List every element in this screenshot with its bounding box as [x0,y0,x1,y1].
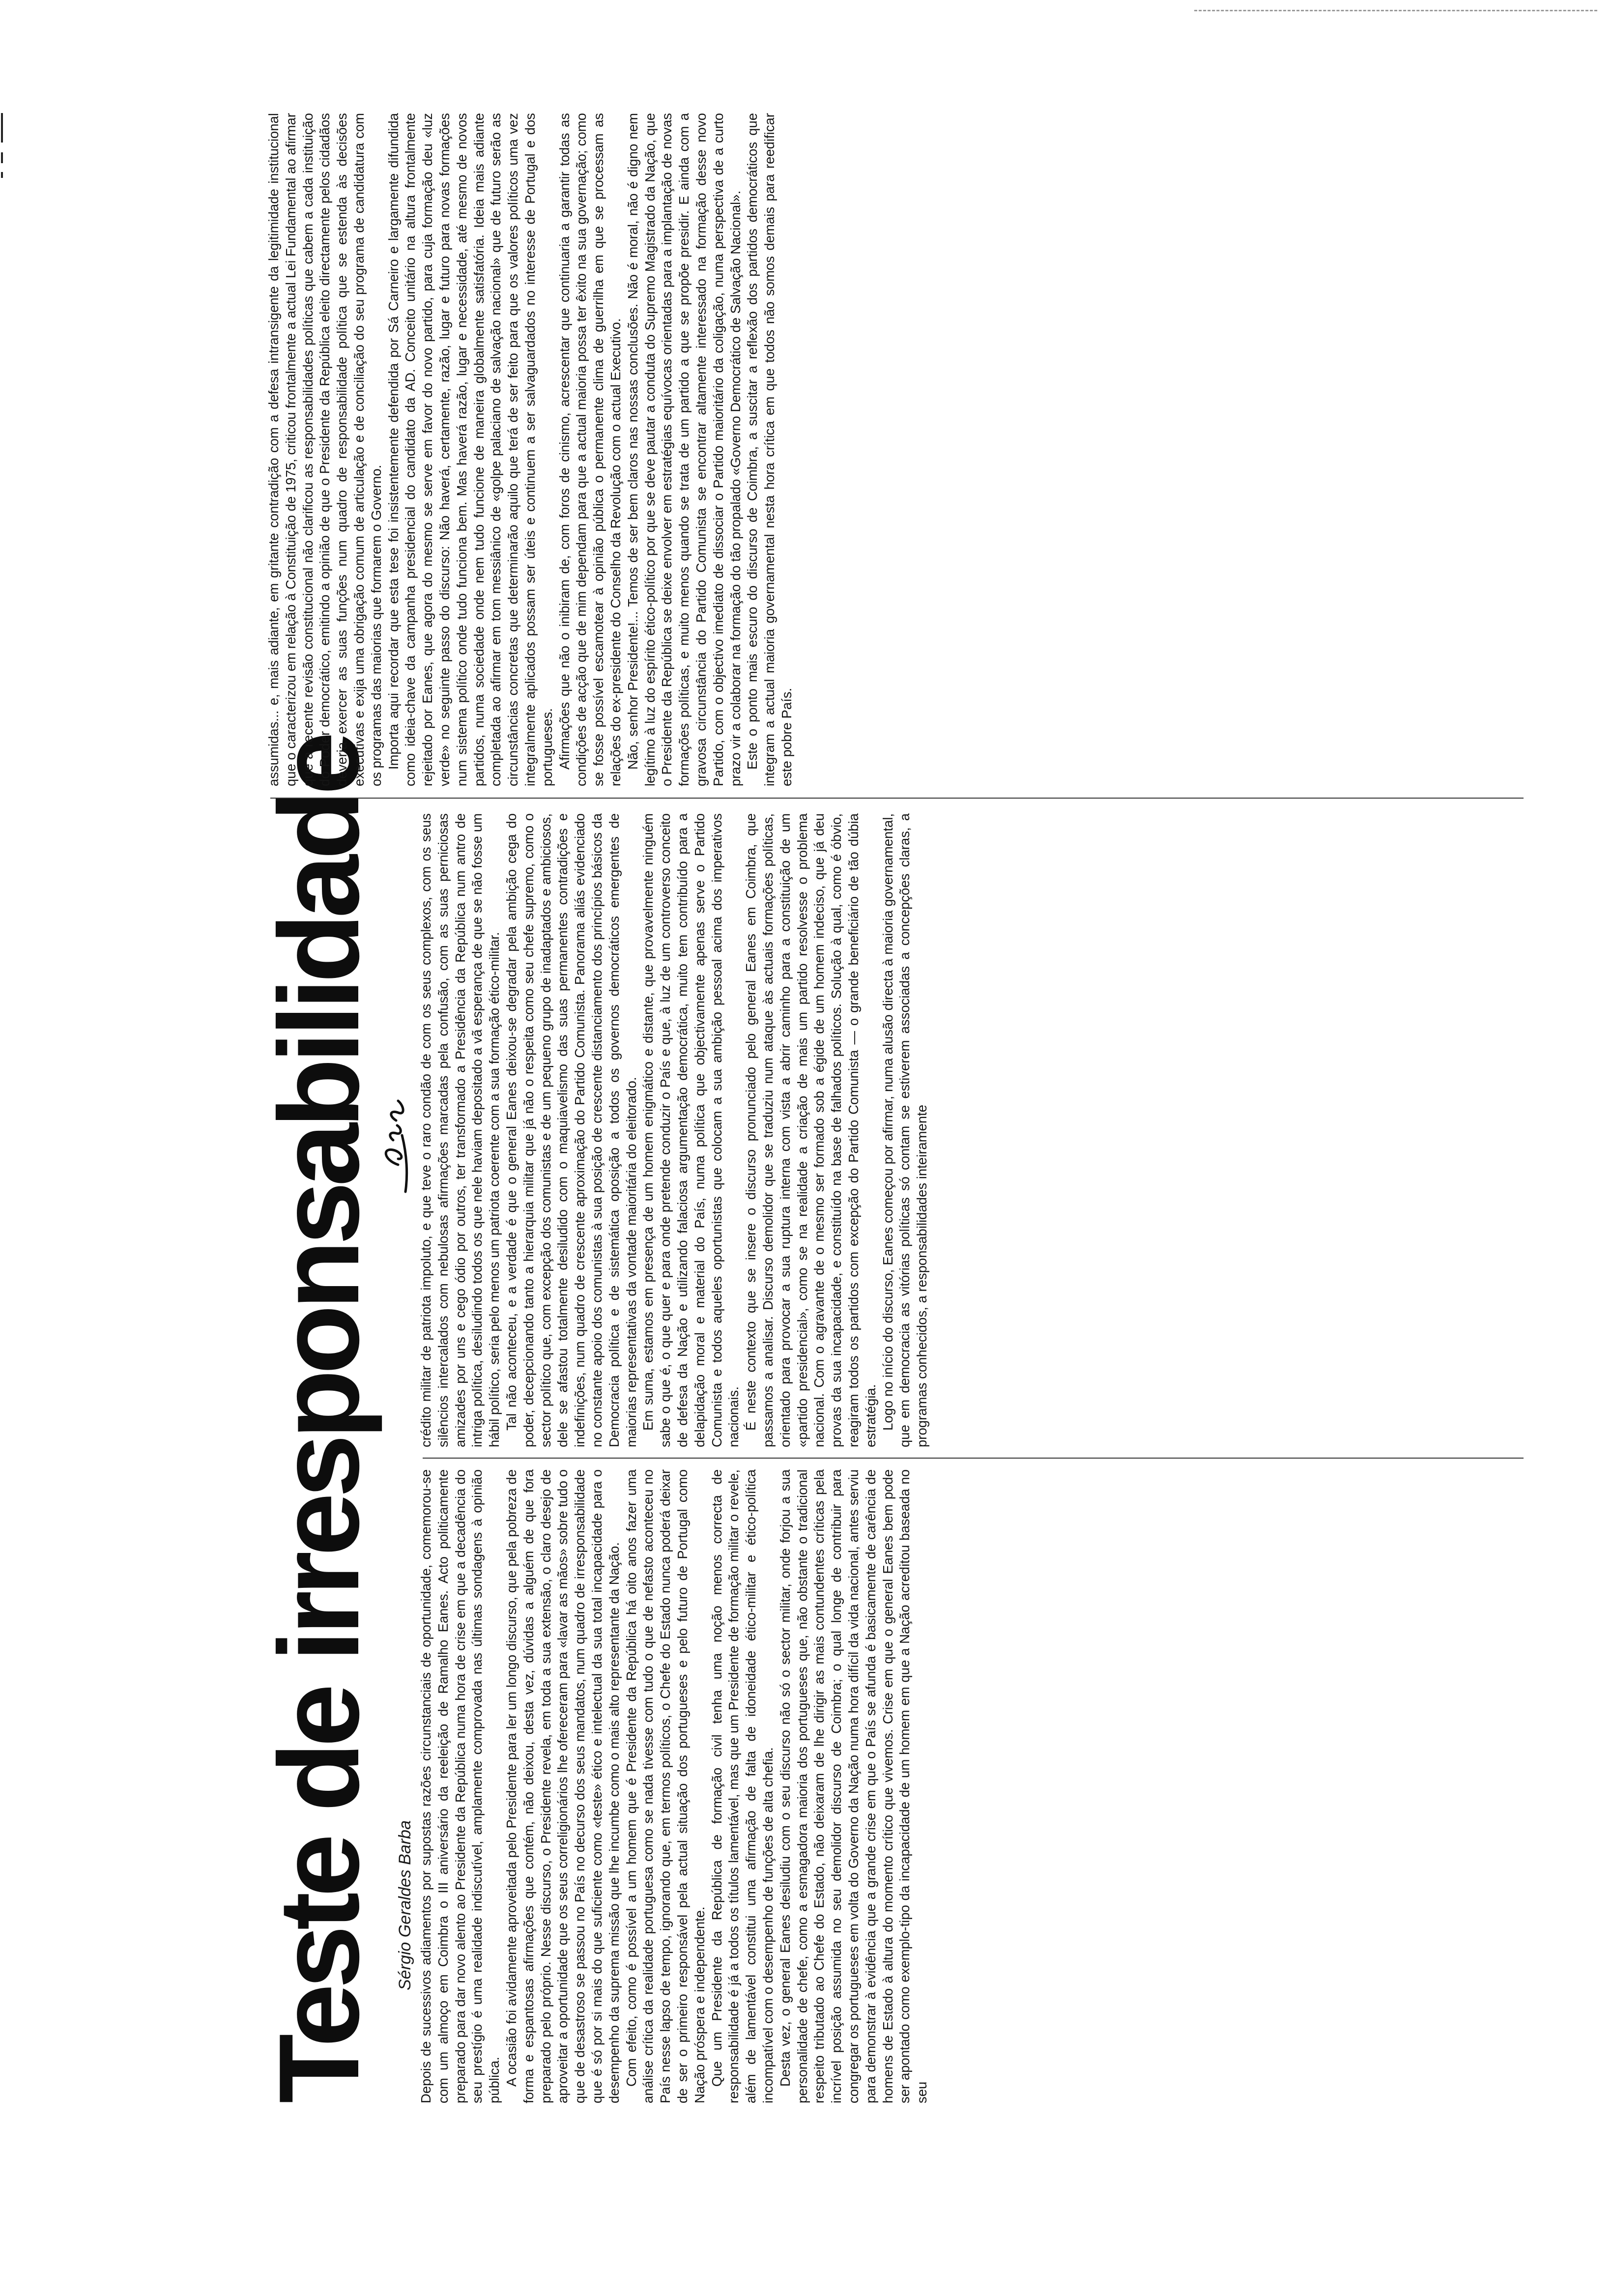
scan-mark [1,172,3,178]
scan-mark [1,113,3,143]
article-column-2 [418,813,1528,1447]
scan-mark [1,152,3,163]
paragraph: Não, senhor Presidente!... Temos de ser bem claros nas nossas conclusões. Não é moral, não é digno nem legítimo à luz do espírito ético-político por que se deve pautar a conduta do Supremo Magistrado da Nação, que o Presidente da República se deixe envolver em estratégias equívocas orientadas para a implantação de novas formações políticas, e muito menos quando se trata de um partido a que se propõe presidir. E ainda com a gravosa circunstância do Partido Comunista se encontrar altamente interessado na formação desse novo Partido, com o objectivo imediato de dissociar o Partido maioritário da coligação, numa perspectiva de a curto prazo vir a colaborar na formação do tão propalado «Governo Democrático de Salvação Nacional». [625,113,743,786]
paragraph: Afirmações que não o inibiram de, com foros de cinismo, acrescentar que continuaria a garantir todas as condições de acção que de mim dependam para que a actual maioria possa ter êxito na sua governação; como se fosse possível escamotear à opinião pública o permanente clima de guerrilha em que se processam as relações do ex-presidente do Conselho da Revolução com o actual Executivo. [556,113,623,786]
article-column-1 [418,1469,1528,2103]
paragraph: assumidas... e, mais adiante, em gritante contradição com a defesa intransigente da legitimidade institucional que o caracterizou em relação à Constituição de 1975, criticou frontalmente a actual Lei Fundamental ao afirmar que a recente revisão constitucional não clarificou as responsabilidades políticas que cabem a cada instituição do Poder democrático, emitindo a opinião de que o Presidente da República eleito directamente pelos cidadãos deveria exercer as suas funções num quadro de responsabilidade política que se estenda às decisões executivas e exija uma obrigação comum de articulação e de conciliação do seu programa de candidatura com os programas das maiorias que formarem o Governo. [266,113,384,786]
paragraph: Em suma, estamos em presença de um homem enigmático e distante, que provavelmente ninguém sabe o que é, o que quer e para onde pretende conduzir o País e que, à luz de um controverso conceito de defesa da Nação e utilizando falaciosa argumentação democrática, muito tem contribuído para a delapidação moral e material do País, numa política que objectivamente apenas serve o Partido Comunista e todos aqueles oportunistas que colocam a sua ambição pessoal acima dos imperativos nacionais. [640,813,742,1447]
scan-dash [1194,10,1597,11]
byline: Sérgio Geraldes Barba [396,1820,414,1990]
paragraph: Tal não aconteceu, e a verdade é que o general Eanes deixou-se degradar pela ambição cega do poder, decepcionando tanto a hierarquia militar que já não o respeita como seu chefe supremo, como o sector político que, com excepção dos comunistas e de um pequeno grupo de inadaptados e ambiciosos, dele se afastou totalmente desiludido com o maquiavelismo das suas permanentes contradições e indefinições, num quadro de crescente aproximação do Partido Comunista. Panorama aliás evidenciado no constante apoio dos comunistas à sua posição de crescente distanciamento dos princípios básicos da Democracia política e de sistemática oposição a todos os governos democráticos emergentes de maiorias representativas da vontade maioritária do eleitorado. [503,813,639,1447]
article-page [256,88,1533,2103]
article-column-3 [265,113,1528,786]
paragraph: Este o ponto mais escuro do discurso de Coimbra, a suscitar a reflexão dos partidos democráticos que integram a actual maioria governamental nesta hora crítica em que todos não somos demais para reedificar este pobre País. [745,113,794,786]
paragraph: Importa aqui recordar que esta tese foi insistentemente defendida por Sá Carneiro e largamente difundida como ideia-chave da campanha presidencial do candidato da AD. Conceito unitário na altura frontalmente rejeitado por Eanes, que agora do mesmo se serve em favor do novo partido, para cuja formação deu «luz verde» no seguinte passo do discurso: Não haverá, certamente, razão, lugar e futuro para novas formações num sistema político onde tudo funciona bem. Mas haverá razão, lugar e necessidade, até mesmo de novos partidos, numa sociedade onde nem tudo funcione de maneira globalmente satisfatória. Ideia mais adiante completada ao afirmar em tom messiânico de «golpe palaciano de salvação nacional» que de futuro serão as circunstâncias concretas que determinarão aquilo que terá de ser feito para que os valores políticos uma vez integralmente aplicados possam ser úteis e continuem a ser salvaguardados no interesse de Portugal e dos portugueses. [385,113,555,786]
column-rule [270,798,1524,799]
paragraph: Depois de sucessivos adiamentos por supostas razões circunstanciais de oportunidade, comemorou-se com um almoço em Coimbra o III aniversário da reeleição de Ramalho Eanes. Acto politicamente preparado para dar novo alento ao Presidente da República numa hora de crise em que a decadência do seu prestígio é uma realidade indiscutível, amplamente comprovada nas últimas sondagens à opinião pública. [418,1469,502,2103]
paragraph: A ocasião foi avidamente aproveitada pelo Presidente para ler um longo discurso, que pela pobreza de forma e espantosas afirmações que contém, não deixou, desta vez, dúvidas a alguém de que fora preparado pelo próprio. Nesse discurso, o Presidente revela, em toda a sua extensão, o claro desejo de aproveitar a oportunidade que os seus correligionários lhe ofereceram para «lavar as mãos» sobre tudo o que de desastroso se passou no País no decurso dos seus mandatos, num quadro de irresponsabilidade que é só por si mais do que suficiente como «teste» ético e intelectual da sua total incapacidade para o desempenho da suprema missão que lhe incumbe como o mais alto representante da Nação. [503,1469,622,2103]
headline: Teste de irresponsabilidade [256,736,383,2103]
paragraph: Com efeito, como é possível a um homem que é Presidente da República há oito anos fazer uma análise crítica da realidade portuguesa como se nada tivesse com tudo o que de nefasto aconteceu no País nesse lapso de tempo, ignorando que, em termos políticos, o Chefe do Estado nunca poderá deixar de ser o primeiro responsável pela actual situação dos portugueses e pelo futuro de Portugal como Nação próspera e independente. [623,1469,707,2103]
column-rule [423,1458,1524,1459]
paragraph: É neste contexto que se insere o discurso pronunciado pelo general Eanes em Coimbra, que passamos a analisar. Discurso demolidor que se traduziu num ataque às actuais formações políticas, orientado para provocar a sua ruptura interna com vista a abrir caminho para a constituição de um «partido presidencial», como se na realidade a criação de mais um partido resolvesse o problema nacional. Com o agravante de o mesmo ser formado sob a égide de um homem indeciso, que já deu provas da sua incapacidade, e constituído na base de falhados políticos. Solução à qual, como é óbvio, reagiram todos os partidos com excepção do Partido Comunista — o grande beneficiário de tão dúbia estratégia. [743,813,878,1447]
handwritten-signature [378,1081,418,1194]
paragraph: Logo no início do discurso, Eanes começou por afirmar, numa alusão directa à maioria governamental, que em democracia as vitórias políticas só contam se estiverem associadas a concepções claras, a programas conhecidos, a responsabilidades inteiramente [880,813,930,1447]
paragraph: crédito militar de patriota impoluto, e que teve o raro condão de com os seus complexos, com os seus silêncios intercalados com nebulosas afirmações marcadas pela confusão, com as suas perniciosas amizades por uns e cego ódio por outros, ter transformado a Presidência da República num antro de intriga política, desiludindo todos os que nele haviam depositado a vã esperança de que se não fosse um hábil político, seria pelo menos um patriota coerente com a sua formação ético-militar. [418,813,502,1447]
paragraph: Desta vez, o general Eanes desiludiu com o seu discurso não só o sector militar, onde forjou a sua personalidade de chefe, como a esmagadora maioria dos portugueses que, não obstante o tradicional respeito tributado ao Chefe do Estado, não deixaram de lhe dirigir as mais contundentes críticas pela incrível posição assumida no seu demolidor discurso de Coimbra; o qual longe de contribuir para congregar os portugueses em volta do Governo da Nação numa hora difícil da vida nacional, antes serviu para demonstrar à evidência que a grande crise em que o País se afunda é basicamente de carência de homens de Estado à altura do momento crítico que vivemos. Crise em que o general Eanes bem pode ser apontado como exemplo-tipo da incapacidade de um homem em que a Nação acreditou baseada no seu [777,1469,930,2103]
paragraph: Que um Presidente da República de formação civil tenha uma noção menos correcta de responsabilidade é já a todos os títulos lamentável, mas que um Presidente de formação militar o revele, além de lamentável constitui uma afirmação de falta de idoneidade ético-militar e ético-política incompatível com o desempenho de funções de alta chefia. [709,1469,776,2103]
